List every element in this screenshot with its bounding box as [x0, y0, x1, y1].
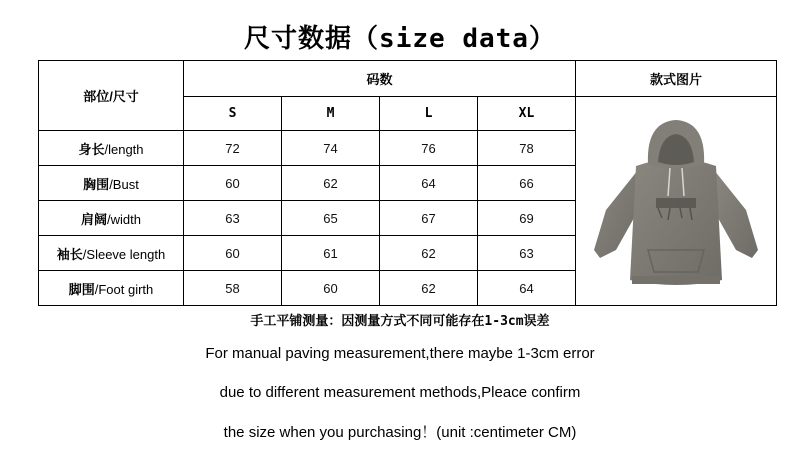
size-header-s: S [184, 97, 282, 131]
image-header: 款式图片 [576, 61, 777, 97]
cell-foot-xl: 64 [478, 271, 576, 306]
cell-length-s: 72 [184, 131, 282, 166]
cell-bust-xl: 66 [478, 166, 576, 201]
corner-label: 部位/尺寸 [39, 61, 184, 131]
row-label-sleeve-length: 袖长/Sleeve length [39, 236, 184, 271]
cell-bust-s: 60 [184, 166, 282, 201]
cell-foot-s: 58 [184, 271, 282, 306]
cell-foot-m: 60 [282, 271, 380, 306]
size-header-m: M [282, 97, 380, 131]
cell-foot-l: 62 [380, 271, 478, 306]
row-label-width: 肩阔/width [39, 201, 184, 236]
cell-bust-l: 64 [380, 166, 478, 201]
cell-length-l: 76 [380, 131, 478, 166]
cell-bust-m: 62 [282, 166, 380, 201]
note-line-1: For manual paving measurement,there maybe 1-3cm error [205, 345, 595, 362]
size-group-header: 码数 [184, 61, 576, 97]
hoodie-icon [586, 100, 766, 300]
row-label-length: 身长/length [39, 131, 184, 166]
note-line-3: the size when you purchasing！(unit :centimeter CM) [223, 424, 577, 441]
size-header-xl: XL [478, 97, 576, 131]
cell-sleeve-m: 61 [282, 236, 380, 271]
cell-sleeve-s: 60 [184, 236, 282, 271]
row-label-bust: 胸围/Bust [39, 166, 184, 201]
row-label-foot-girth: 脚围/Foot girth [39, 271, 184, 306]
note-line-2: due to different measurement methods,Pleace confirm [219, 384, 581, 401]
cell-width-s: 63 [184, 201, 282, 236]
cell-length-m: 74 [282, 131, 380, 166]
size-table [38, 60, 777, 306]
cell-length-xl: 78 [478, 131, 576, 166]
size-header-l: L [380, 97, 478, 131]
page-title: 尺寸数据（size data） [244, 24, 556, 54]
product-image-cell [576, 97, 777, 306]
note-chinese: 手工平铺测量：因测量方式不同可能存在1-3cm误差 [250, 314, 550, 329]
cell-sleeve-xl: 63 [478, 236, 576, 271]
cell-width-l: 67 [380, 201, 478, 236]
cell-width-m: 65 [282, 201, 380, 236]
cell-sleeve-l: 62 [380, 236, 478, 271]
cell-width-xl: 69 [478, 201, 576, 236]
